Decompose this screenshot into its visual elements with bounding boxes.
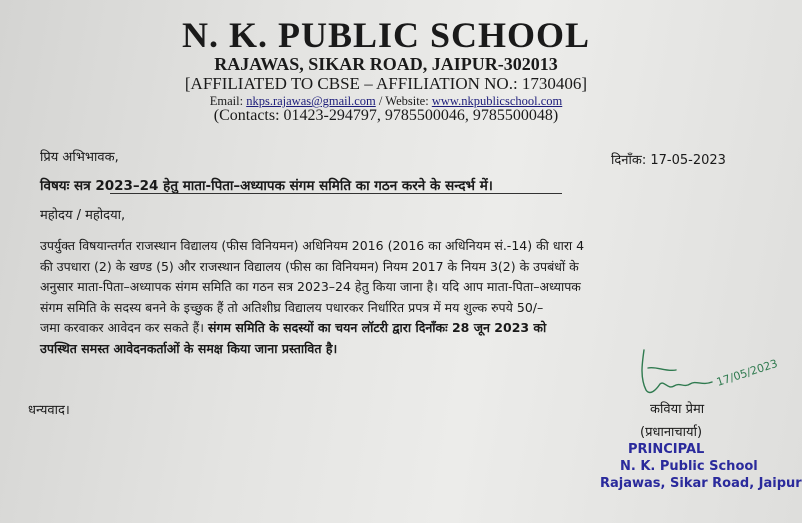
- greeting: महोदय / महोदया,: [40, 208, 126, 223]
- handwritten-signature: [636, 346, 780, 406]
- website-label: Website:: [385, 94, 429, 108]
- school-name: N. K. PUBLIC SCHOOL: [181, 15, 591, 55]
- email-link[interactable]: nkps.rajawas@gmail.com: [246, 94, 376, 108]
- body-line: अनुसार माता-पिता–अध्यापक संगम समिति का गठन सत्र 2023–24 हेतु किया जाना है। यदि आप माता-पिता–अध्यापक: [40, 279, 581, 294]
- body-line: [40, 318, 740, 339]
- subject-line: विषयः सत्र 2023–24 हेतु माता-पिता–अध्यापक संगम समिति का गठन करने के सन्दर्भ में।: [40, 178, 493, 194]
- body-line: [40, 339, 740, 360]
- signatory-name: कविया प्रेमा: [650, 402, 705, 417]
- body-paragraph: [40, 236, 740, 359]
- letter-date: दिनाँक: 17-05-2023: [611, 153, 726, 168]
- stamp-line: PRINCIPAL: [628, 442, 705, 457]
- signatory-title: (प्रधानाचार्या): [640, 425, 703, 440]
- body-line: की उपधारा (2) के खण्ड (5) और राजस्थान विद्यालय (फीस का विनियमन) नियम 2017 के नियम 3(2) के उपबंधों के: [40, 258, 579, 274]
- email-label: Email:: [209, 94, 244, 108]
- body-line: उपर्युक्त विषयान्तर्गत राजस्थान विद्यालय (फीस विनियमन) अधिनियम 2016 (2016 का अधिनियम सं.-14) की धारा 4: [40, 238, 585, 253]
- body-line5-bold: संगम समिति के सदस्यों का चयन लॉटरी द्वारा दिनाँकः 28 जून 2023 को: [208, 320, 547, 335]
- affiliation-line: [AFFILIATED TO CBSE – AFFILIATION NO.: 1730406]: [184, 74, 588, 93]
- body-line: संगम समिति के सदस्य बनने के इच्छुक हैं तो अतिशीघ्र विद्यालय पधारकर निर्धारित प्रपत्र में मय शुल्क रुपये 50/–: [40, 299, 544, 315]
- stamp-line: N. K. Public School: [620, 459, 758, 474]
- separator: /: [378, 94, 383, 108]
- school-address: RAJAWAS, SIKAR ROAD, JAIPUR-302013: [214, 54, 558, 74]
- closing: धन्यवाद।: [28, 403, 70, 418]
- body-line5-normal: जमा करवाकर आवेदन कर सकते हैं।: [40, 320, 205, 335]
- body-line6-bold: उपस्थित समस्त आवेदनकर्ताओं के समक्ष किया जाना प्रस्तावित है।: [40, 340, 338, 356]
- website-link[interactable]: www.nkpublicschool.com: [431, 94, 563, 108]
- salutation: प्रिय अभिभावक,: [40, 150, 119, 165]
- signature-date: 17/05/2023: [714, 356, 780, 389]
- contacts-line: (Contacts: 01423-294797, 9785500046, 9785500048): [213, 107, 559, 124]
- subject-underline: [110, 193, 562, 194]
- stamp-line: Rajawas, Sikar Road, Jaipur: [600, 476, 802, 491]
